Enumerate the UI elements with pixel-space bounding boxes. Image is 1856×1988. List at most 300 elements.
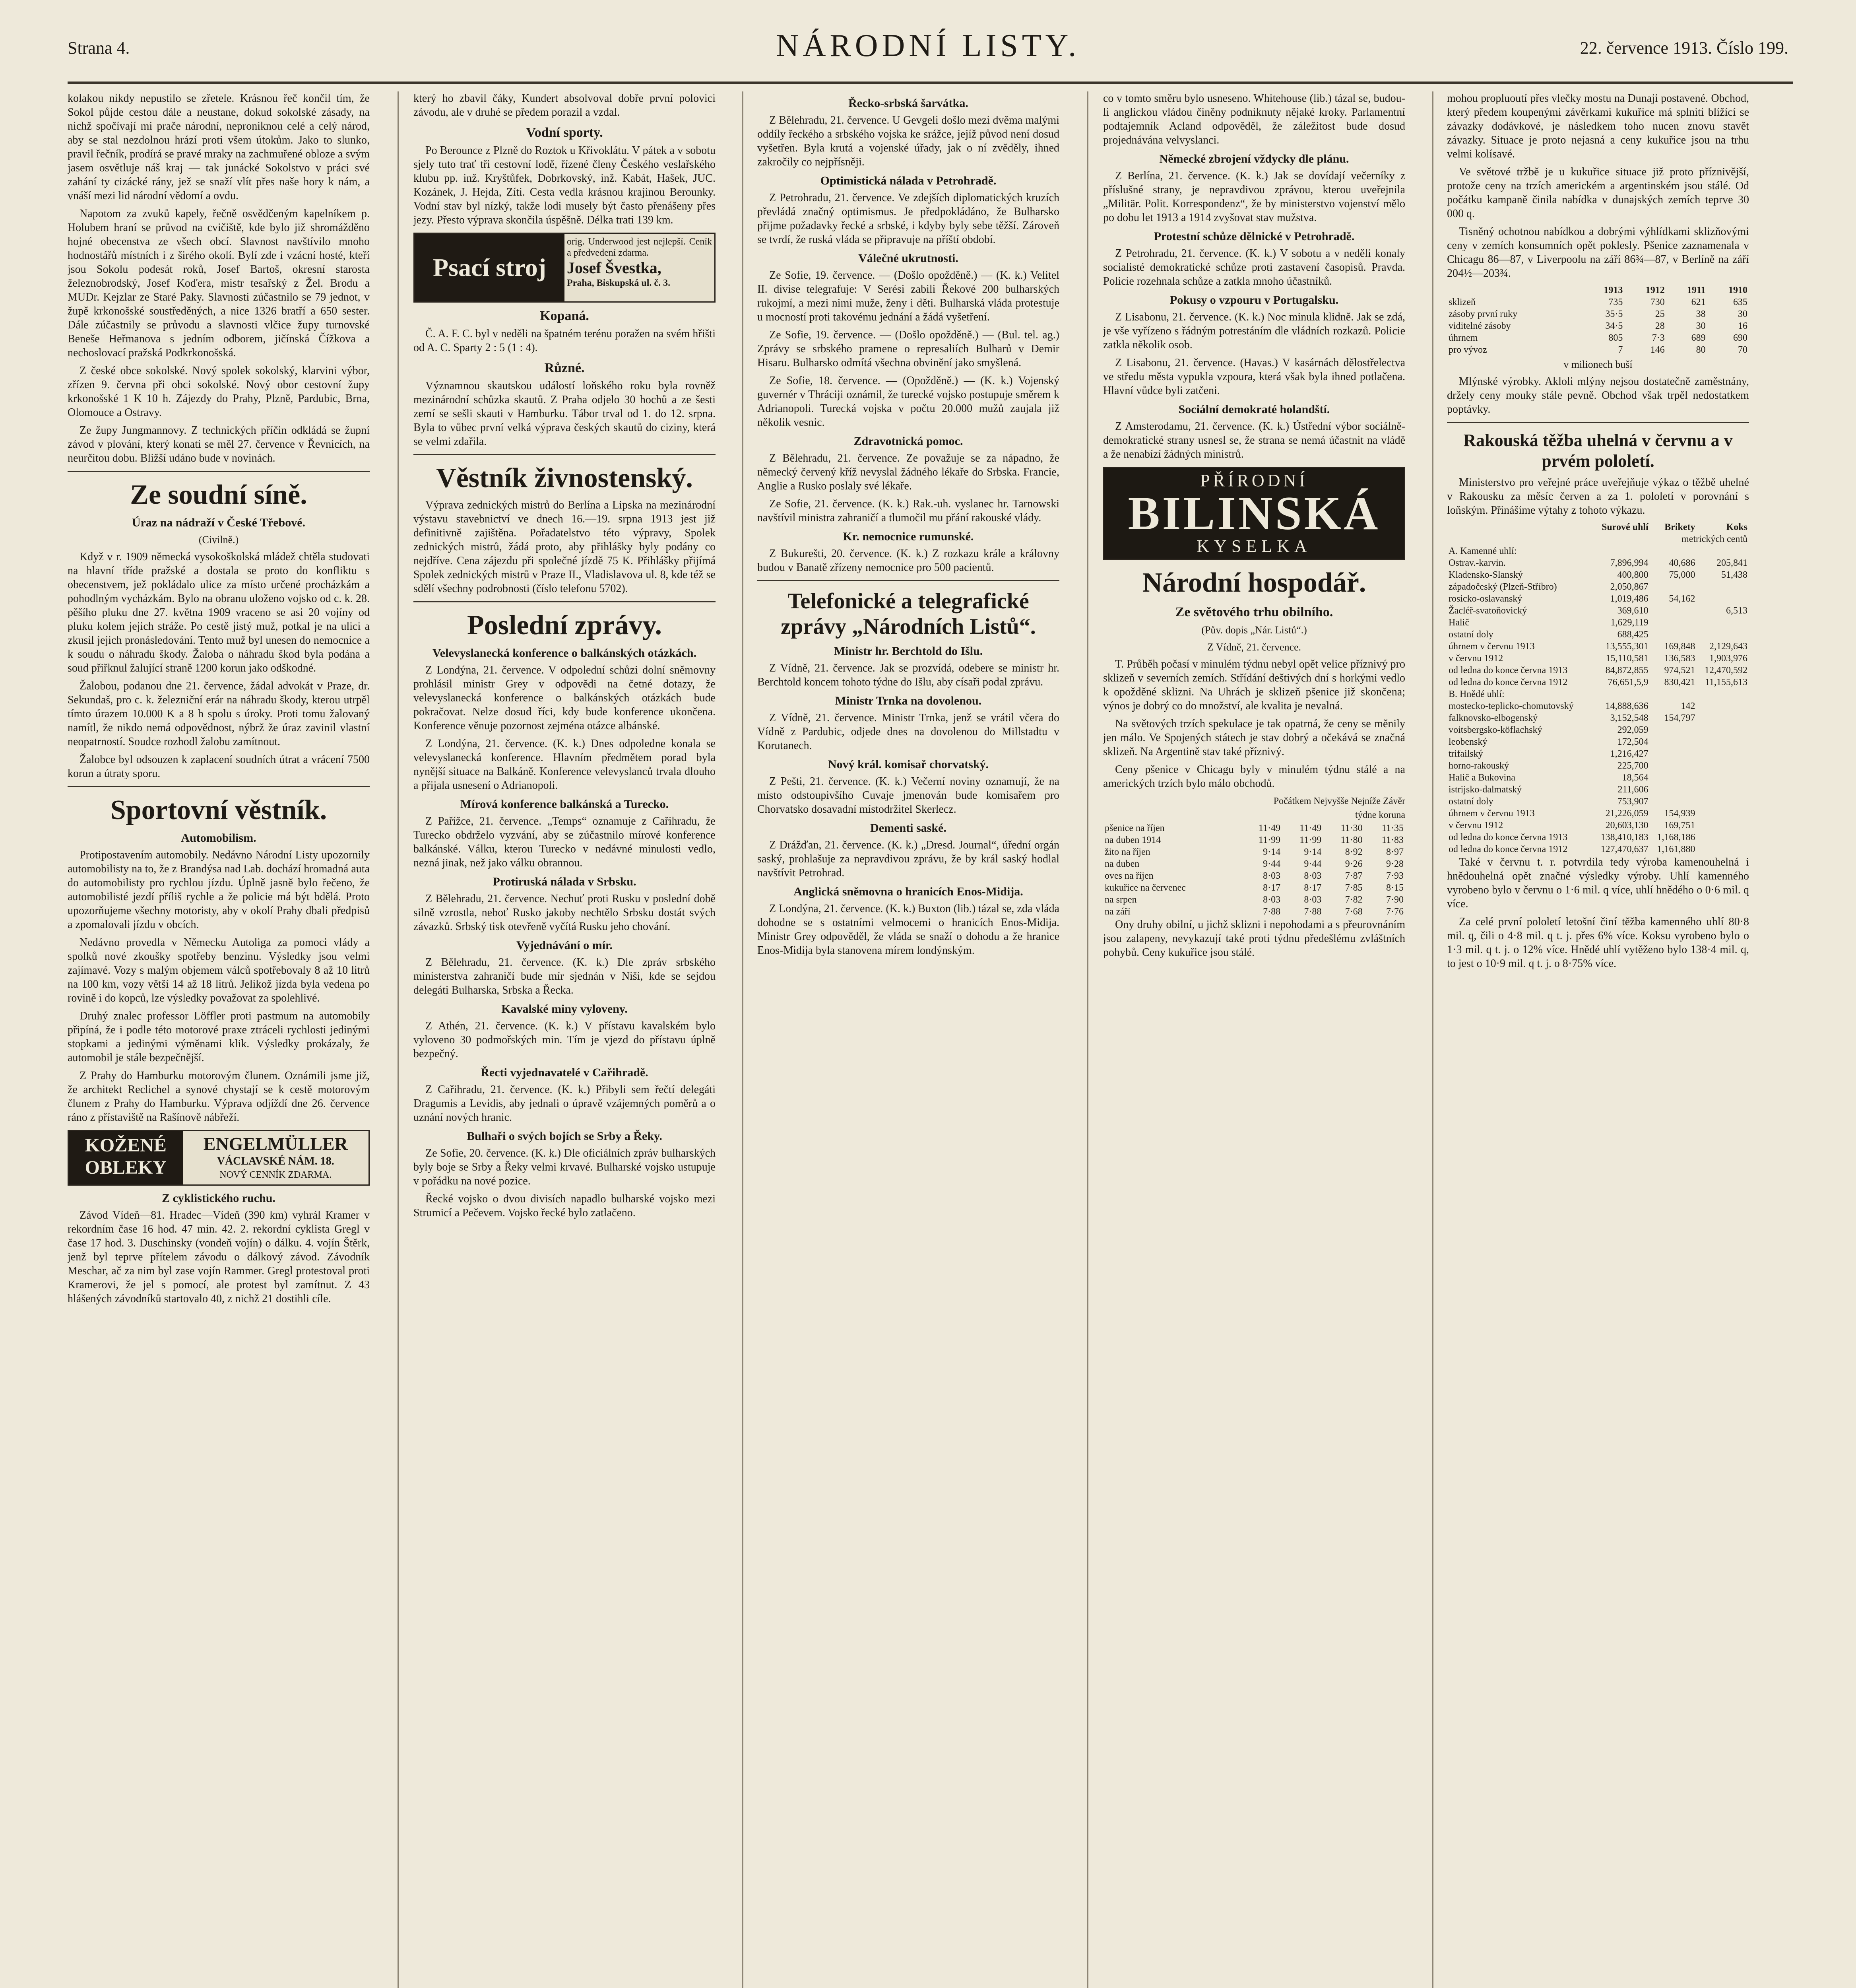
article-text: Výprava zednických mistrů do Berlína a Lipska na mezinárodní výstavu stavebnictví ve dnech 16.—19. srpna 1913 jest již definitivně zajištěna. Pořadatelstvo této výpravy, Spolek zednických mistrů, žádá proto, aby přihlášky byly podány co nejdříve. Cena zájezdu při společné jízdě 75 K. Přihlášky přijímá Spolek zednických mistrů v Praze II., Vladislavova ul. 8, kde též se sdělí všechny podrobnosti (číslo telefonu 5702).	[413, 499, 716, 595]
cell-value: 830,421	[1664, 677, 1695, 687]
advertisement-bilinska	[1103, 467, 1405, 560]
article-text: Také v červnu t. r. potvrdila tedy výroba kamenouhelná i hnědouhelná opět značné výsledky výroby. Uhlí kamenného vyrobeno bylo v červnu o 1·6 mil. q více, uhlí hnědého o 0·6 mil. q více.	[1447, 856, 1749, 910]
issue-date: 22. července 1913. Číslo 199.	[1580, 38, 1788, 58]
article-text: Ze Sofie, 21. července. (K. k.) Rak.-uh. vyslanec hr. Tarnowski navštívil ministra zahraničí a tlumočil mu přání rakouské vlády.	[757, 498, 1059, 524]
cell-value: 80	[1696, 345, 1706, 355]
section-divider	[68, 471, 370, 472]
row-label: ostatní doly	[1449, 629, 1493, 640]
table-row	[1447, 772, 1749, 784]
cell-value: 169,848	[1664, 641, 1695, 652]
cell-value: 292,059	[1617, 725, 1648, 735]
column-divider	[1087, 91, 1088, 1988]
cell-value: 38	[1696, 309, 1706, 319]
table-row	[1447, 736, 1749, 748]
cell-value: 18,564	[1622, 773, 1648, 783]
cell-value: 8·03	[1304, 895, 1322, 905]
article-heading: Ze světového trhu obilního.	[1175, 605, 1333, 619]
article-heading: Válečné ukrutnosti.	[858, 252, 958, 265]
column-header: Koks	[1726, 522, 1747, 532]
article-text: Z Bělehradu, 21. července. Ze považuje se za nápadno, že německý červený kříž nevyslal žádného lékaře do Srbska. Francie, Anglie a Rusko poslaly své lékaře.	[757, 452, 1059, 492]
cell-value	[1697, 712, 1749, 724]
column-header	[1447, 284, 1583, 296]
article-heading: Zdravotnická pomoc.	[853, 435, 963, 448]
column-header: 1911	[1687, 285, 1706, 295]
table-row	[1447, 605, 1749, 617]
cell-value	[1650, 605, 1697, 617]
article-heading: Optimistická nálada v Petrohradě.	[820, 174, 997, 187]
ad-product: KYSELKA	[1197, 536, 1312, 556]
cell-value	[1697, 772, 1749, 784]
column-divider	[398, 91, 399, 1988]
article-text: Významnou skautskou událostí loňského roku byla rovněž mezinárodní schůzka skautů. Z Praha odjelo 30 hochů a ze šesti zemí se sešli skauti v Hamburku. Tábor trval od 1. do 12. srpna. Byla to vůbec první velká výprava českých skautů do ciziny, která se velmi zdařila.	[413, 380, 716, 448]
article-heading: Sociální demokraté holandští.	[1178, 403, 1330, 416]
cell-value	[1650, 629, 1697, 641]
cell-value: 146	[1650, 345, 1665, 355]
cell-value: 9·44	[1304, 859, 1322, 869]
article-text: Ze Sofie, 18. července. — (Opožděně.) — (K. k.) Vojenský guvernér v Thráciji oznámil, že turecké vojsko postupuje směrem k Adrianopoli. Turecká vojska v počtu 20.000 mužů zaujala již několik vesnic.	[757, 375, 1059, 429]
article-text: Ze Sofie, 19. července. — (Došlo opožděně.) — (K. k.) Velitel II. divise telegrafuje: V Serési zabili Řekové 200 bulharských rukojmí, a mezi nimi muže, ženy i děti. Bulharská vláda protestuje u mocností proti takovému jednání a žádá vyšetření.	[757, 269, 1059, 323]
table-row	[1447, 569, 1749, 581]
cell-value	[1697, 831, 1749, 843]
cell-value: 7·88	[1263, 907, 1281, 917]
table-row	[1447, 819, 1749, 831]
table-row	[1447, 808, 1749, 819]
cell-value: 34·5	[1605, 321, 1623, 331]
article-heading: Protiruská nálada v Srbsku.	[493, 875, 636, 888]
column-4	[1103, 91, 1405, 1988]
section-heading: Ze soudní síně.	[130, 480, 307, 510]
row-label: Žacléř-svatoňovický	[1449, 606, 1527, 616]
row-label: pro vývoz	[1449, 345, 1487, 355]
cell-value	[1697, 748, 1749, 760]
article-heading: Kopaná.	[540, 309, 589, 323]
cell-value: 11·49	[1299, 823, 1322, 833]
row-label: od ledna do konce června 1912	[1449, 844, 1568, 854]
article-heading: Německé zbrojení vždycky dle plánu.	[1159, 152, 1349, 165]
cell-value: 51,438	[1721, 570, 1747, 580]
cell-value: 28	[1655, 321, 1665, 331]
article-text: Ministerstvo pro veřejné práce uveřejňuje výkaz o těžbě uhelné v Rakousku za měsíc červen a za 1. pololetí v porovnání s loňským. Přinášíme výtahy z tohoto výkazu.	[1447, 476, 1749, 516]
row-label: voitsbergsko-köflachský	[1449, 725, 1542, 735]
cell-value	[1697, 617, 1749, 629]
article-text: Závod Vídeň—81. Hradec—Vídeň (390 km) vyhrál Kramer v rekordním čase 16 hod. 47 min. 42. 2. rekordní cyklista Gregl v čase 17 hod. 3. Duschinsky (vondeň vojín) o dálku. 4. vojín Štěrk, jenž byl teprve přítelem závodu o dálkový závod. Závodník Meschar, ač za nim byl zase vojín Rammer. Gregl protestoval proti Kramerovi, že jel s pomocí, ale protest byl zamítnut. Z 43 hlášených závodníků startovalo 40, z nichž 21 dostihli cíle.	[68, 1209, 370, 1305]
section-heading: Sportovní věstník.	[110, 795, 327, 825]
table-row	[1447, 593, 1749, 605]
row-label: viditelné zásoby	[1449, 321, 1511, 331]
article-heading: Řecko-srbská šarvátka.	[848, 97, 968, 110]
section-heading: Telefonické a telegrafické zprávy „Národních Listů“.	[781, 589, 1036, 639]
cell-value: 1,019,486	[1610, 594, 1648, 604]
row-label: Halič a Bukovina	[1449, 773, 1515, 783]
row-label: Ostrav.-karvin.	[1449, 558, 1506, 568]
cell-value: 12,470,592	[1705, 665, 1747, 676]
article-text: Žalobou, podanou dne 21. července, žádal advokát v Praze, dr. Sekundaš, pro c. k. železniční erár na náhradu škody, kterou utrpěl tímto úrazem 10.000 K a 8 h spolu s úroky. Proti tomu žalovaný namítl, že nikdo nemá odpovědnost, nýbrž že úraz zavinil vlastní neopatrností. Soudce rozhodl žalobu zamítnout.	[68, 680, 370, 748]
article-text: Druhý znalec professor Löffler proti pastmum na automobily připíná, že i podle této motorové praxe ztráceli rychlosti jedinými stopkami a jedinými výměnami klik. Výsledky prokázaly, že automobil je stále bezpečnější.	[68, 1010, 370, 1064]
cell-value: 21,226,059	[1605, 808, 1648, 819]
article-subheading: (Civilně.)	[198, 534, 239, 546]
cell-value: 9·14	[1304, 847, 1322, 857]
table-row	[1103, 882, 1405, 894]
section-divider	[1447, 422, 1749, 423]
row-label: oves na říjen	[1105, 871, 1154, 881]
table-row	[1103, 822, 1405, 834]
table-row	[1103, 906, 1405, 918]
page-number: Strana 4.	[68, 38, 130, 58]
article-text: Na světových trzích spekulace je tak opatrná, že ceny se měnily jen málo. Ve Spojených státech je stav dobrý a očekává se značná sklizeň. Na Argentině stav také příznivý.	[1103, 718, 1405, 758]
cell-value: 211,606	[1617, 784, 1648, 795]
cell-value: 7·93	[1386, 871, 1404, 881]
ad-brand: ENGELMÜLLER	[203, 1134, 348, 1154]
cell-value: 7,896,994	[1610, 558, 1648, 568]
article-text: Z Pařížce, 21. července. „Temps“ oznamuje z Cařihradu, že Turecko obdrželo vyzvání, aby se zúčastnilo mírové konference balkánské. Válku, kterou Turecko v nedávné minulosti vedlo, nezná jinak, než jako válku obrannou.	[413, 815, 716, 869]
cell-value: 9·44	[1263, 859, 1281, 869]
table-row	[1103, 870, 1405, 882]
article-heading: Kavalské miny vyloveny.	[501, 1002, 628, 1015]
cell-value: 6,513	[1726, 606, 1747, 616]
table-row	[1103, 834, 1405, 846]
article-text: Ze Sofie, 20. července. (K. k.) Dle oficiálních zpráv bulharských byly boje se Srby a Řeky velmi krvavé. Bulharské vojsko ustupuje v pořádku na nové pozice.	[413, 1147, 716, 1187]
article-heading: Mírová konference balkánská a Turecko.	[460, 798, 669, 811]
cell-value: 369,610	[1617, 606, 1648, 616]
table-row	[1447, 760, 1749, 772]
cell-value	[1697, 843, 1749, 855]
article-text: Z Londýna, 21. července. V odpolední schůzi dolní sněmovny prohlásil ministr Grey v odpovědi na četné dotazy, že velevyslanecká konference o balkánských otázkách bude pokračovat. Nelze dosud říci, kdy bude konference ukončena. Konference věnuje pozornost zejména otázce albánské.	[413, 664, 716, 732]
section-heading: Národní hospodář.	[1142, 567, 1366, 598]
table-subheader: týdne koruna	[1355, 810, 1405, 820]
article-text: Ze Sofie, 19. července. — (Došlo opožděně.) — (Bul. tel. ag.) Zprávy se srbského pramene o represaliích Bulharů v Demir Hisaru. Bulharsko odmítá všechna obvinění jako smyšlená.	[757, 329, 1059, 369]
article-text: Z Amsterodamu, 21. července. (K. k.) Ústřední výbor sociálně-demokratické strany usnesl se, že strana se nemá účastnit na vládě a že nenabízí žádných ministrů.	[1103, 420, 1405, 460]
table-row	[1103, 858, 1405, 870]
article-text: Z Vídně, 21. července. Ministr Trnka, jenž se vrátil včera do Vídně z Pardubic, odjede dnes na dovolenou do Millstadtu v Korutanech.	[757, 712, 1059, 752]
cell-value: 70	[1738, 345, 1747, 355]
table-row	[1103, 846, 1405, 858]
cell-value: 7·82	[1345, 895, 1363, 905]
header-rule	[68, 82, 1793, 84]
cell-value	[1697, 796, 1749, 808]
cell-value: 8·03	[1304, 871, 1322, 881]
cell-value: 15,110,581	[1606, 653, 1648, 664]
cell-value: 7	[1618, 345, 1623, 355]
cell-value: 11·99	[1258, 835, 1281, 845]
table-row	[1447, 712, 1749, 724]
section-divider	[413, 601, 716, 602]
article-heading: Bulhaři o svých bojích se Srby a Řeky.	[467, 1130, 662, 1143]
cell-value: 169,751	[1664, 820, 1695, 831]
masthead-title: NÁRODNÍ LISTY.	[776, 28, 1080, 63]
cell-value: 8·03	[1263, 895, 1281, 905]
ad-address: VÁCLAVSKÉ NÁM. 18.	[217, 1155, 334, 1167]
article-text: kolakou nikdy nepustilo se zřetele. Krásnou řeč končil tím, že Sokol půjde cestou dále a neustane, dokud sokolské zásady, na nichž spočívají mi prače národní, neproniknou celé a celý národ, aby se stal nezdolnou hrází proti všem útokům. Jako to slunko, pravil řečník, prodírá se pravé mraky na zachmuřené obloze a svým jasem osvětluje náš kraj — tak junácké Sokolstvo v práci své zahání ty cizácké rány, jež se snaží vlít přes naše hory k nám, a vnáší mezi lid národní vědomí a ovdu.	[68, 92, 370, 202]
article-text: Z Bělehradu, 21. července. (K. k.) Dle zpráv srbského ministerstva zahraničí bude mír sjednán v Niši, kde se sejdou delegáti Bulharska, Srbska a Řecka.	[413, 956, 716, 996]
cell-value	[1650, 617, 1697, 629]
cell-value: 8·92	[1345, 847, 1363, 857]
cell-value: 8·17	[1304, 883, 1322, 893]
article-text: Z Drážďan, 21. července. (K. k.) „Dresd. Journal“, úřední orgán saský, prohlašuje za nepravdivou zprávu, že by král saský hodlal navštívit Petrohrad.	[757, 839, 1059, 879]
table-header: Počátkem Nejvyšše Nejníže Závěr	[1273, 796, 1405, 806]
row-label: horno-rakouský	[1449, 761, 1509, 771]
cell-value	[1650, 760, 1697, 772]
section-heading: Věstník živnostenský.	[436, 463, 693, 493]
column-divider	[1432, 91, 1433, 1988]
row-label: žito na říjen	[1105, 847, 1150, 857]
row-label: úhrnem v červnu 1913	[1449, 808, 1535, 819]
cell-value: 138,410,183	[1600, 832, 1648, 843]
cell-value: 7·85	[1345, 883, 1363, 893]
cell-value	[1650, 784, 1697, 796]
article-text: Ze župy Jungmannovy. Z technických příčin odkládá se župní závod v plování, který konati se měl 27. července v Řevnicích, na neurčitou dobu. Bližší udáno bude v novinách.	[68, 424, 370, 464]
row-label: od ledna do konce června 1912	[1449, 677, 1568, 687]
cell-value: 13,555,301	[1605, 641, 1648, 652]
table-caption: v milionech buší	[1563, 359, 1633, 370]
cell-value: 11·99	[1299, 835, 1322, 845]
cell-value	[1650, 772, 1697, 784]
column-header: 1913	[1604, 285, 1623, 295]
cell-value: 54,162	[1669, 594, 1695, 604]
table-row	[1447, 652, 1749, 664]
cell-value: 2,050,867	[1610, 582, 1648, 592]
article-text: Z Londýna, 21. července. (K. k.) Buxton (lib.) tázal se, zda vláda dohodne se s ostatními velmocemi o hranicích Enos-Midija. Ministr Grey odpověděl, že vláda se snaží o dohodu a že hranice Enos-Midija byla stanovena mírem londýnským.	[757, 903, 1059, 957]
cell-value: 735	[1608, 297, 1623, 307]
section-heading: Poslední zprávy.	[467, 610, 662, 641]
article-text: Z Athén, 21. července. (K. k.) V přístavu kavalském bylo vyloveno 30 podmořských min. Tím je vjezd do přístavu úplně bezpečný.	[413, 1020, 716, 1060]
section-divider	[68, 786, 370, 787]
cell-value: 1,168,186	[1657, 832, 1695, 843]
article-text: Z Londýna, 21. července. (K. k.) Dnes odpoledne konala se velevyslanecká konference. Hlavním předmětem porad byla nynější situace na Balkáně. Konference velevyslanců trvala dlouho a přijala usnesení o Adrianopoli.	[413, 738, 716, 792]
table-row	[1447, 700, 1749, 712]
row-label: na duben	[1105, 859, 1140, 869]
cell-value	[1650, 796, 1697, 808]
cell-value: 635	[1733, 297, 1747, 307]
article-heading: Anglická sněmovna o hranicích Enos-Midija.	[793, 885, 1023, 898]
cell-value: 7·90	[1386, 895, 1404, 905]
cell-value	[1650, 581, 1697, 593]
section-divider	[413, 454, 716, 455]
cell-value: 7·88	[1304, 907, 1322, 917]
ad-kicker: PŘÍRODNÍ	[1200, 471, 1308, 490]
cell-value: 225,700	[1617, 761, 1648, 771]
article-subheading: (Pův. dopis „Nár. Listů“.)	[1201, 624, 1307, 636]
table-row	[1447, 843, 1749, 855]
cell-value: 1,216,427	[1610, 749, 1648, 759]
article-heading: Vyjednávání o mír.	[516, 939, 613, 952]
row-label: v červnu 1912	[1449, 653, 1503, 664]
table-row	[1447, 557, 1749, 569]
article-heading: Ministr Trnka na dovolenou.	[835, 694, 982, 707]
article-heading: Automobilism.	[181, 831, 256, 845]
cell-value: 8·15	[1386, 883, 1404, 893]
row-label: pšenice na říjen	[1105, 823, 1165, 833]
row-label: úhrnem	[1449, 333, 1478, 343]
article-heading: Velevyslanecká konference o balkánských otázkách.	[432, 646, 697, 660]
article-text: Z Vídně, 21. července. Jak se prozvídá, odebere se ministr hr. Berchtold koncem tohoto týdne do Išlu, aby císaři podal zprávu.	[757, 662, 1059, 688]
row-label: sklizeň	[1449, 297, 1476, 307]
article-text: Z Petrohradu, 21. července. Ve zdejších diplomatických kruzích převládá značný optimismus. Je předpokládáno, že Bulharsko přijme požadavky řecké a srbské, i kdyby byly sebe těžší. Zároveň se tvrdí, že ruská vláda se připravuje na příští období.	[757, 192, 1059, 246]
cell-value	[1697, 700, 1749, 712]
table-row	[1447, 676, 1749, 688]
article-text: Z Cařihradu, 21. července. (K. k.) Přibyli sem řečtí delegáti Dragumis a Levidis, aby jednali o úpravě vzájemných poměrů a o uznání nových hranic.	[413, 1083, 716, 1124]
article-text: Z Bukurešti, 20. července. (K. k.) Z rozkazu krále a královny budou v Banatě zřízeny nemocnice pro 500 pacientů.	[757, 547, 1059, 574]
article-text: Č. A. F. C. byl v neděli na špatném terénu poražen na svém hřišti od A. C. Sparty 2 : 5 (1 : 4).	[413, 328, 716, 354]
cell-value: 7·68	[1345, 907, 1363, 917]
cell-value: 9·14	[1263, 847, 1281, 857]
cell-value: 11·49	[1258, 823, 1281, 833]
table-row	[1447, 748, 1749, 760]
cell-value: 805	[1608, 333, 1623, 343]
ad-brand: Josef Švestka,	[567, 259, 661, 277]
cell-value: 76,651,5,9	[1608, 677, 1648, 687]
cell-value: 974,521	[1664, 665, 1695, 676]
table-row	[1447, 796, 1749, 808]
article-heading: Pokusy o vzpouru v Portugalsku.	[1169, 293, 1339, 307]
article-heading: Protestní schůze dělnické v Petrohradě.	[1154, 230, 1355, 243]
column-1	[68, 91, 370, 1988]
table-row	[1447, 724, 1749, 736]
article-text: Z Prahy do Hamburku motorovým člunem. Oznámili jsme již, že architekt Reclichel a synové chystají se k cestě motorovým člunem z Prahy do Hamburku. Výprava odjíždí dne 26. července ráno z přístaviště na Rašínově nábřeží.	[68, 1070, 370, 1124]
cell-value: 2,129,643	[1709, 641, 1747, 652]
article-heading: Kr. nemocnice rumunské.	[843, 530, 974, 543]
article-text: Za celé první pololetí letošní činí těžba kamenného uhlí 80·8 mil. q, čili o 4·8 mil. q t. j. přes 6% více. Koksu vyrobeno bylo o 1·3 mil. q t. j. o 12% více. Hnědé uhlí vytěženo bylo 138·4 mil. q, to jest o 10·9 mil. q t. j. o 8·75% více.	[1447, 916, 1749, 970]
section-divider	[757, 580, 1059, 581]
article-text: Z Bělehradu, 21. července. Nechuť proti Rusku v poslední době silně vzrostla, neboť Rusko jakoby nechtělo Srbsku dostát svých závazků. Srbský tisk otevřeně vyčítá Rusku jeho chování.	[413, 893, 716, 933]
cell-value: 7·76	[1386, 907, 1404, 917]
article-text: Nedávno provedla v Německu Autoliga za pomoci vlády a spolků nové zkoušky spotřeby benzinu. Výsledky jsou velmi zajímavé. Vozy s malým objemem válců spotřebovaly 8 až 10 litrů na 100 km, vozy větší 14 až 18 litrů. Jelikož jízda byla vedena po rovině i do kopců, lze výsledky považovat za spolehlivé.	[68, 936, 370, 1004]
cell-value	[1697, 784, 1749, 796]
table-row	[1447, 320, 1749, 332]
table-section: B. Hnědé uhlí:	[1449, 689, 1505, 699]
column-2	[413, 91, 716, 1988]
cell-value: 142	[1681, 701, 1695, 711]
cell-value: 690	[1733, 333, 1747, 343]
cell-value: 753,907	[1617, 796, 1648, 807]
row-label: úhrnem v červnu 1913	[1449, 641, 1535, 652]
table-unit: metrických centů	[1681, 534, 1747, 544]
article-text: který ho zbavil čáky, Kundert absolvoval dobře první polovici závodu, ale v druhé se předem porazil a vzdal.	[413, 92, 716, 118]
cell-value: 11·35	[1381, 823, 1404, 833]
column-header: Brikety	[1664, 522, 1695, 532]
article-heading: Různé.	[544, 361, 585, 375]
cell-value	[1697, 581, 1749, 593]
cell-value: 1,629,119	[1610, 617, 1648, 628]
article-text: Z Berlína, 21. července. (K. k.) Jak se dovídají večerníky z příslušné strany, je nepravdivou zprávou, kterou uveřejnila „Militär. Polit. Korrespondenz“, že by ministerstvo vojenství mělo po dobu let 1913 a 1914 zvyšovat stav mužstva.	[1103, 170, 1405, 224]
article-text: Žalobce byl odsouzen k zaplacení soudních útrat a vrácení 7500 korun a útraty sporu.	[68, 753, 370, 780]
cell-value	[1650, 748, 1697, 760]
cell-value: 621	[1691, 297, 1706, 307]
cell-value: 154,939	[1664, 808, 1695, 819]
cell-value: 35·5	[1605, 309, 1623, 319]
article-text: Z Pešti, 21. července. (K. k.) Večerní noviny oznamují, že na místo odstoupivšího Cuvaje jmenován bude komisařem pro Chorvatsko dosavadní místodržitel Skerlecz.	[757, 775, 1059, 815]
article-heading: Nový král. komisař chorvatský.	[828, 758, 989, 771]
row-label: Halič	[1449, 617, 1469, 628]
article-text: Řecké vojsko o dvou divisích napadlo bulharské vojsko mezi Strumicí a Pečevem. Vojsko řecké bylo zatlačeno.	[413, 1193, 716, 1219]
column-3	[757, 91, 1059, 1988]
cell-value	[1650, 724, 1697, 736]
cell-value: 7·87	[1345, 871, 1363, 881]
article-text: Ony druhy obilní, u jichž sklizni i nepohodami a s přeurovnáním jsou zalapeny, nevykazují také proti týdnu předešlému zvláštních pohybů. Ceny kukuřice jsou stálé.	[1103, 918, 1405, 959]
article-heading: Ministr hr. Berchtold do Išlu.	[834, 645, 983, 658]
cell-value: 8·03	[1263, 871, 1281, 881]
cell-value: 40,686	[1669, 558, 1695, 568]
column-header	[1447, 521, 1592, 533]
section-heading: Rakouská těžba uhelná v červnu a v prvém pololetí.	[1463, 431, 1733, 471]
row-label: mostecko-teplicko-chomutovský	[1449, 701, 1574, 711]
article-text: Tisněný ochotnou nabídkou a dobrými výhlídkami sklizňovými ceny v zemích konsumních opět poklesly. Pšenice zaznamenala v Chicagu 86—87, v Liverpoolu na září 86¾—87, v Berlíně na září 204½—203¾.	[1447, 225, 1749, 280]
cell-value: 11·30	[1340, 823, 1363, 833]
row-label: na srpen	[1105, 895, 1137, 905]
cell-value	[1650, 736, 1697, 748]
cell-value: 154,797	[1664, 713, 1695, 723]
cell-value: 25	[1655, 309, 1665, 319]
cell-value: 3,152,548	[1610, 713, 1648, 723]
table-row	[1447, 617, 1749, 629]
article-heading: Z cyklistického ruchu.	[162, 1192, 275, 1205]
article-text: Ve světové tržbě je u kukuřice situace již proto příznivější, protože ceny na trzích americkém a argentinském jsou stálé. Od počátku kampaně činila nabídka v dunajských zemích teprve 30 000 q.	[1447, 166, 1749, 220]
row-label: západočeský (Plzeň-Stříbro)	[1449, 582, 1557, 592]
row-label: od ledna do konce června 1913	[1449, 665, 1568, 676]
cell-value	[1697, 593, 1749, 605]
row-label: na září	[1105, 907, 1131, 917]
ad-title: Psací stroj	[415, 234, 564, 301]
cell-value: 9·26	[1345, 859, 1363, 869]
row-label: na duben 1914	[1105, 835, 1161, 845]
cell-value: 75,000	[1669, 570, 1695, 580]
cell-value: 1,903,976	[1709, 653, 1747, 664]
article-text: Ceny pšenice v Chicagu byly v minulém týdnu stálé a na amerických trzích bylo málo obchodů.	[1103, 763, 1405, 790]
table-row	[1447, 629, 1749, 641]
cell-value: 8·97	[1386, 847, 1404, 857]
article-text: Z Petrohradu, 21. července. (K. k.) V sobotu a v neděli konaly socialisté demokratické schůze proti zastavení časopisů. Pravda. Policie rozehnala schůze a zatkla mnoho účastníků.	[1103, 247, 1405, 287]
column-5	[1447, 91, 1749, 1988]
article-heading: Dementi saské.	[870, 821, 946, 835]
cell-value: 689	[1691, 333, 1706, 343]
article-text: co v tomto směru bylo usneseno. Whitehouse (lib.) tázal se, budou-li anglickou vládou činěny podniknuty nějaké kroky. Parlamentní podtajemník Acland odpověděl, že záležitost bude dosud projednávána velvyslanci.	[1103, 92, 1405, 146]
cell-value	[1697, 629, 1749, 641]
article-text: Mlýnské výrobky. Akloli mlýny nejsou dostatečně zaměstnány, držely ceny mouky stále pevně. Obchod však trpěl nedostatkem poptávky.	[1447, 375, 1749, 415]
cell-value: 16	[1738, 321, 1747, 331]
table-row	[1447, 831, 1749, 843]
ad-text: orig. Underwood jest nejlepší. Ceník a předvedení zdarma.	[567, 237, 712, 258]
table-row	[1447, 664, 1749, 676]
article-text: Protipostavením automobily. Nedávno Národní Listy upozornily automobilisty na to, že z Brandýsa nad Lab. dochází hromadná auta do automobilisty pro rychlou jízdu. Úplně jasně bylo řečeno, že automobilisté jezdí příliš rychle a že policie má být bdělá. Proto upozorňujeme všechny motoristy, aby v okolí Prahy dbali předpisů a zpomalovali jízdu v obcích.	[68, 849, 370, 931]
cell-value: 9·28	[1386, 859, 1404, 869]
advertisement-engelmuller	[68, 1130, 370, 1186]
article-text: Z Bělehradu, 21. července. U Gevgeli došlo mezi dvěma malými oddíly řeckého a srbského vojska ke srážce, jejíž původ není dosud vyšetřen. Byla krutá a vojenské úřady, jak o ní zvěděly, ihned zakročily co nejpřísněji.	[757, 114, 1059, 168]
cell-value	[1697, 819, 1749, 831]
table-section: A. Kamenné uhlí:	[1449, 546, 1517, 556]
cell-value: 688,425	[1617, 629, 1648, 640]
article-heading: Vodní sporty.	[526, 125, 603, 140]
grain-price-table	[1103, 822, 1405, 918]
table-row	[1447, 296, 1749, 308]
article-heading: Řecti vyjednavatelé v Cařihradě.	[481, 1066, 648, 1079]
cell-value: 8·17	[1263, 883, 1281, 893]
cell-value: 7·3	[1652, 333, 1665, 343]
row-label: rosicko-oslavanský	[1449, 594, 1522, 604]
article-text: mohou propluoutí přes vlečky mostu na Dunaji postavené. Obchod, který předem koupenými závěrkami kukuřice má splniti blížící se závazky dodávkové, je následkem toho nucen znovu stavět závazky. Situace je proto nejasná a ceny kukuřice jsou na trhu velmi kolísavé.	[1447, 92, 1749, 160]
row-label: v červnu 1912	[1449, 820, 1503, 831]
column-header: Surové uhlí	[1602, 522, 1648, 532]
row-label: falknovsko-elbogenský	[1449, 713, 1538, 723]
cell-value: 127,470,637	[1600, 844, 1648, 854]
table-row	[1447, 344, 1749, 356]
article-text: Když v r. 1909 německá vysokoškolská mládež chtěla studovati na hlavní tříde pražské a dostala se proto do konfliktu s obecenstvem, jež pokládalo ulice za místo určené procházkám a pohodlným vycházkám. Bylo na obranu uloženo vojsko od c. k. 28. pěšího pluku dne 27. května 1909 vraceno se asi 20 vojíny od pluku kolem jejich stráže. Po cestě jistý muž, potkal je na ulici a zkusil jejich pronásledování. Tento muž byl unesen do nemocnice a k soudu o náhradu škody. Žaloba o náhradu škod byla podána a soud přiřknul žalující straně 1200 korun jako odškodné.	[68, 551, 370, 674]
ad-title: KOŽENÉ OBLEKY	[69, 1131, 183, 1184]
cell-value	[1697, 724, 1749, 736]
row-label: Kladensko-Slanský	[1449, 570, 1523, 580]
article-text: Napotom za zvuků kapely, řečně osvědčeným kapelníkem p. Holubem hraní se průvod na cvičiště, kde bylo již shromážděno hojné obecenstva ze všech obcí. Slavnost navštívilo mnoho hodnostářů místních i z širého okolí. Bylí zde i vzácní hosté, kteří jsou Sokolu podesát roků, Josef Bartoš, okresní starosta železnobrodský, Josef Koďera, mistr tesařský z Žel. Brodu a MUDr. Kejzlar ze Staré Paky. Slavnosti zúčastnilo se 79 jednot, v župě krkonošské soustředěných, a nice 1326 bratří a 650 sester. Dále zúčastnily se průvodu a slavnosti vlčice župy turnovské Beneše Heřmanova s jedním odborem, jičínská Čížkova a nechoslovací pražská Podkrkonošská.	[68, 208, 370, 359]
cell-value: 11·80	[1340, 835, 1363, 845]
table-row	[1447, 581, 1749, 593]
cell-value	[1697, 736, 1749, 748]
